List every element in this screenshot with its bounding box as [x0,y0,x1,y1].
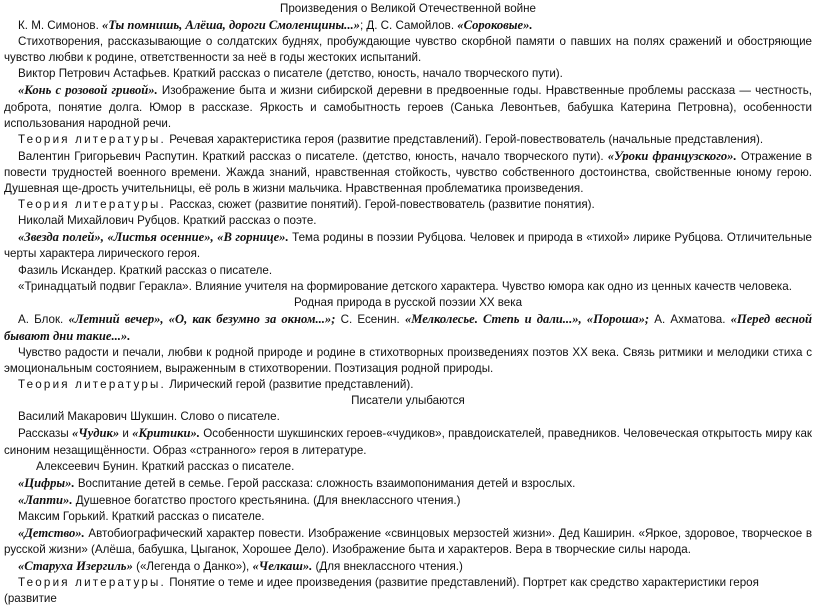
description-text: Отражение в повести трудностей военного времени. Жажда знаний, нравственная стойкость, чувство собственного достоинства, свойственные юному герою. Душевная ще-дрость учительницы, её роль в жизни мальчика. Нравственная проблематика произведения. [4,149,812,196]
work-title: «Конь с розовой гривой». [18,83,158,98]
work-title: «Челкаш». [252,559,313,574]
paragraph-tsifry [4,475,812,492]
paragraph-shukshin: Василий Макарович Шукшин. Слово о писателе. [18,410,280,424]
section-title-nature: Родная природа в русской поэзии XX века [293,295,523,309]
description-text: Душевное богатство простого крестьянина. (Для внеклассного чтения.) [72,493,461,507]
work-title: «Ты помнишь, Алёша, дороги Смоленщины...» [102,18,360,33]
work-title: «Летний вечер», «О, как безумно за окном...»; [68,311,336,326]
work-title: «Звезда полей», «Листья осенние», «В горнице». [18,230,289,245]
theory-label: Теория литературы. [18,378,166,392]
section-title-war: Произведения о Великой Отечественной войне [280,2,536,15]
theory-text: Речевая характеристика героя (развитие представлений). Герой-повествователь (начальные представления). [165,132,764,146]
description-text: Изображение быта и жизни сибирской деревни в предвоенные годы. Нравственные проблемы рассказа — честность, доброта, понятие долга. Юмор в рассказе. Яркость и самобытность героев (Санька Левонтьев, бабушка Катерина Петровна), особенности использования народной речи. [4,84,812,130]
author-text: К. М. Симонов. [18,19,103,33]
paragraph-izergil-chelkash [4,558,812,575]
work-title: «Детство». [18,526,85,540]
paragraph-nature-description: Чувство радости и печали, любви к родной природе и родине в стихотворных произведениях поэтов XX века. Связь ритмики и мелодики стиха с эмоциональным состоянием, выраженным в стихотворении. Поэтизация родной природы. [4,345,812,376]
paragraph-detstvo [4,525,812,558]
theory-label: Теория литературы. [18,132,166,146]
paragraph-rasputin [4,148,812,197]
paragraph-iskander: Фазиль Искандер. Краткий рассказ о писателе. [18,263,273,277]
work-title: «Лапти». [18,492,73,507]
work-title: «Чудик» [71,426,120,441]
paragraph-theory-2 [4,197,812,213]
theory-text: Лирический герой (развитие представлений). [165,378,414,392]
author-text: ; Д. С. Самойлов. [359,19,458,33]
description-text: («Легенда о Данко»), [132,560,253,574]
paragraph-chudik-kritiki [4,425,812,458]
author-text: А. Ахматова. [649,312,731,326]
paragraph-theory-4 [4,575,812,607]
theory-label: Теория литературы. [18,198,166,212]
theory-label: Теория литературы. [18,576,166,590]
author-text: А. Блок. [18,312,69,326]
author-text: Валентин Григорьевич Распутин. Краткий рассказ о писателе. (детство, юность, начало творческого пути). [18,149,608,163]
paragraph-gerakl: «Тринадцатый подвиг Геракла». Влияние учителя на формирование детского характера. Чувство юмора как одно из ценных качеств человека. [18,279,792,293]
section-title-humor: Писатели улыбаются [351,394,465,408]
work-title: «Старуха Изергиль» [18,559,133,574]
paragraph-lapti [4,492,812,509]
description-text: Автобиографический характер повести. Изображение «свинцовых мерзостей жизни». Дед Каширин. «Яркое, здоровое, творческое в русской жизни» (Алёша, бабушка, Цыганок, Хорошее Дело). Изображение быта и характеров. Вера в творческие силы народа. [4,527,812,557]
work-title: «Критики». [132,426,200,441]
work-title: «Уроки французского». [607,148,737,163]
paragraph-rubtsov: Николай Михайлович Рубцов. Краткий рассказ о поэте. [18,214,317,228]
paragraph-rubtsov-poems [4,229,812,262]
paragraph-nature-poets [4,311,812,345]
paragraph-simonov-samoylov [4,17,812,34]
paragraph-gorky: Максим Горький. Краткий рассказ о писателе. [18,509,265,523]
description-text: Тема родины в поэзии Рубцова. Человек и природа в «тихой» лирике Рубцова. Отличительные черты характера лирического героя. [4,231,812,261]
description-text: (Для внеклассного чтения.) [312,560,463,574]
description-text: Особенности шукшинских героев-«чудиков», правдоискателей, праведников. Человеческая открытость миру как синоним незащищённости. Образ «странного» героя в литературе. [4,427,812,457]
paragraph-theory-3 [4,377,812,393]
description-text: Воспитание детей в семье. Герой рассказа: сложность взаимопонимания детей и взрослых. [74,476,576,490]
work-title: «Сороковые». [457,18,533,33]
paragraph-kon-s-rozovoy-grivoy [4,82,812,131]
paragraph-astafiev: Виктор Петрович Астафьев. Краткий рассказ о писателе (детство, юность, начало творческого пути). [18,67,563,81]
theory-text: Рассказ, сюжет (развитие понятий). Герой-повествователь (развитие понятия). [165,198,595,212]
work-title: «Цифры». [18,475,75,490]
work-title: «Мелколесье. Степь и дали...», «Пороша»; [404,311,650,326]
description-text: Рассказы [18,427,72,441]
work-title: «Перед весной бывают дни такие...». [4,311,813,343]
description-text: и [119,427,133,441]
theory-text: Понятие о теме и идее произведения (развитие представлений). Портрет как средство характеристики героя (развитие [4,576,759,606]
paragraph-bunin: Алексеевич Бунин. Краткий рассказ о писателе. [36,459,295,473]
paragraph-war-poems-description: Стихотворения, рассказывающие о солдатских буднях, пробуждающие чувство скорбной памяти о павших на полях сражений и обостряющие чувство любви к родине, ответственности за неё в годы жестоких испытаний. [4,35,812,65]
paragraph-theory-1 [4,132,812,148]
author-text: С. Есенин. [335,312,405,326]
